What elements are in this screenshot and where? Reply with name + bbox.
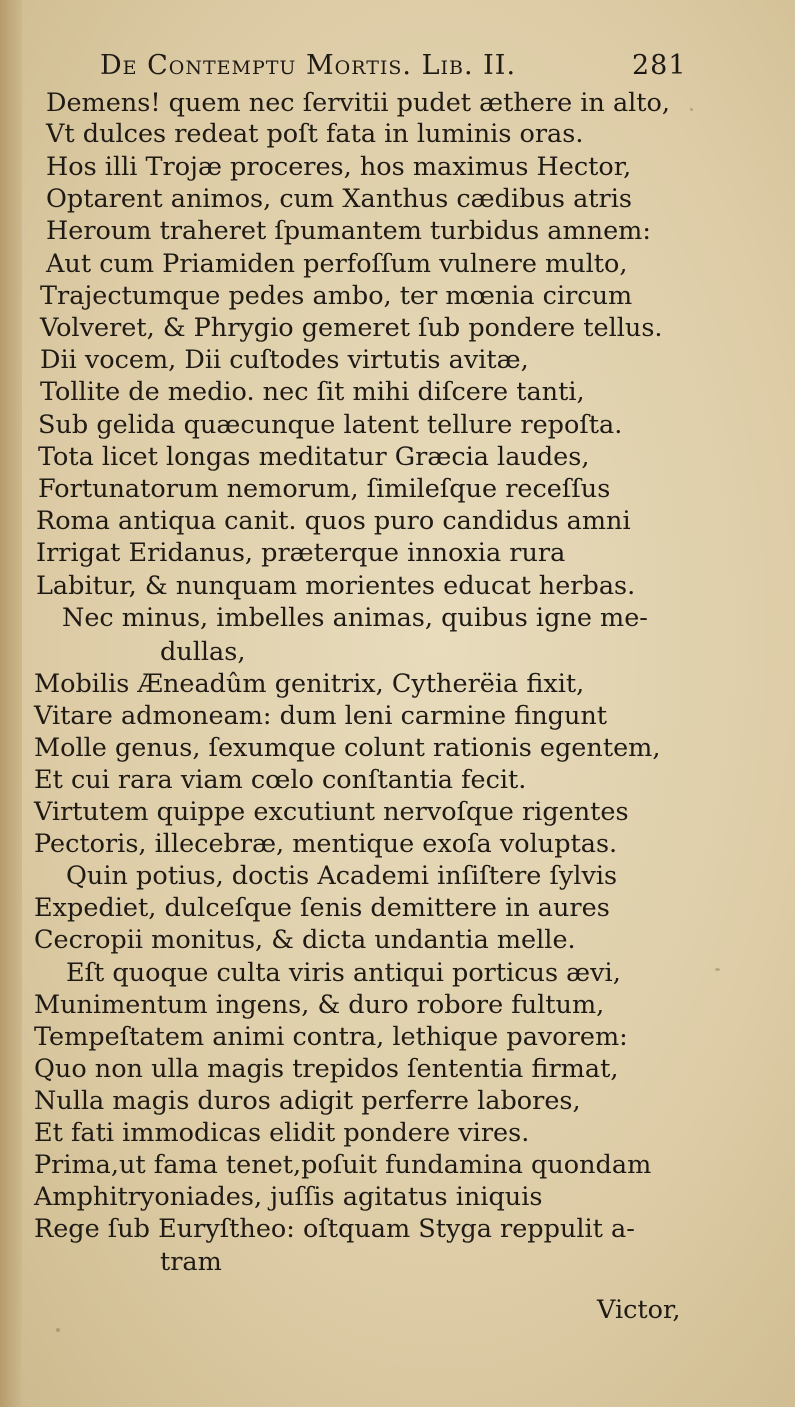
verse-line: Dii vocem, Dii cuſtodes virtutis avitæ, <box>40 345 529 375</box>
verse-line: Demens! quem nec ſervitii pudet æthere in alto, <box>46 88 671 118</box>
verse-line: Nec minus, imbelles animas, quibus igne me- <box>62 603 648 633</box>
page-number: 281 <box>632 50 687 81</box>
verse-line: Irrigat Eridanus, præterque innoxia rura <box>36 538 566 568</box>
verse-line: Pectoris, illecebræ, mentique exoſa voluptas. <box>34 829 618 859</box>
verse-line: Vitare admoneam: dum leni carmine fingunt <box>34 701 608 731</box>
verse-line: Munimentum ingens, & duro robore fultum, <box>34 990 605 1020</box>
verse-line: Amphitryoniades, juſſis agitatus iniquis <box>34 1182 543 1212</box>
verse-line: Cecropii monitus, & dicta undantia melle. <box>34 925 576 955</box>
catchword: Victor, <box>597 1295 681 1325</box>
verse-line: Optarent animos, cum Xanthus cædibus atris <box>46 184 632 214</box>
verse-line: Quo non ulla magis trepidos ſententia firmat, <box>34 1054 619 1084</box>
running-header <box>100 50 687 86</box>
verse-line: Et fati immodicas elidit pondere vires. <box>34 1118 530 1148</box>
verse-line: Fortunatorum nemorum, ſimileſque receſſus <box>38 474 611 504</box>
verse-line: Hos illi Trojæ proceres, hos maximus Hector, <box>46 152 632 182</box>
ink-speck <box>56 1328 60 1332</box>
verse-line: Vt dulces redeat poſt fata in luminis oras. <box>46 119 584 149</box>
verse-line: Roma antiqua canit. quos puro candidus amni <box>36 506 631 536</box>
verse-line: Sub gelida quæcunque latent tellure repoſta. <box>38 410 623 440</box>
verse-line: Virtutem quippe excutiunt nervoſque rigentes <box>34 797 629 827</box>
verse-line: Prima,ut fama tenet,poſuit fundamina quondam <box>34 1150 652 1180</box>
verse-line: Heroum traheret ſpumantem turbidus amnem: <box>46 216 651 246</box>
verse-line: Nulla magis duros adigit perferre labores, <box>34 1086 581 1116</box>
page-edge-shadow <box>0 0 22 1407</box>
verse-line: Eſt quoque culta viris antiqui porticus ævi, <box>66 958 621 988</box>
verse-line: Tota licet longas meditatur Græcia laudes, <box>38 442 590 472</box>
verse-line: Volveret, & Phrygio gemeret ſub pondere tellus. <box>40 313 663 343</box>
verse-line: Labitur, & nunquam morientes educat herbas. <box>36 571 636 601</box>
ink-speck <box>715 968 720 971</box>
verse-line: Tollite de medio. nec ſit mihi diſcere tanti, <box>40 377 585 407</box>
verse-line: Tempeſtatem animi contra, lethique pavorem: <box>34 1022 628 1052</box>
ink-speck <box>690 108 693 111</box>
verse-line: Aut cum Priamiden perfoſſum vulnere multo, <box>46 249 628 279</box>
verse-line: Mobilis Æneadûm genitrix, Cytherëia fixit, <box>34 669 585 699</box>
verse-line: Et cui rara viam cœlo conſtantia fecit. <box>34 765 527 795</box>
verse-line: Molle genus, ſexumque colunt rationis egentem, <box>34 733 661 763</box>
verse-line: Expediet, dulceſque ſenis demittere in aures <box>34 893 610 923</box>
verse-line-turnover: dullas, <box>160 637 246 667</box>
verse-line: Trajectumque pedes ambo, ter mœnia circum <box>40 281 633 311</box>
verse-line: Quin potius, doctis Academi inſiſtere ſylvis <box>66 861 618 891</box>
verse-line: Rege ſub Euryſtheo: oſtquam Styga reppulit a- <box>34 1214 635 1244</box>
running-title: De Contemptu Mortis. Lib. II. <box>100 50 517 81</box>
verse-line-turnover: tram <box>160 1247 222 1277</box>
